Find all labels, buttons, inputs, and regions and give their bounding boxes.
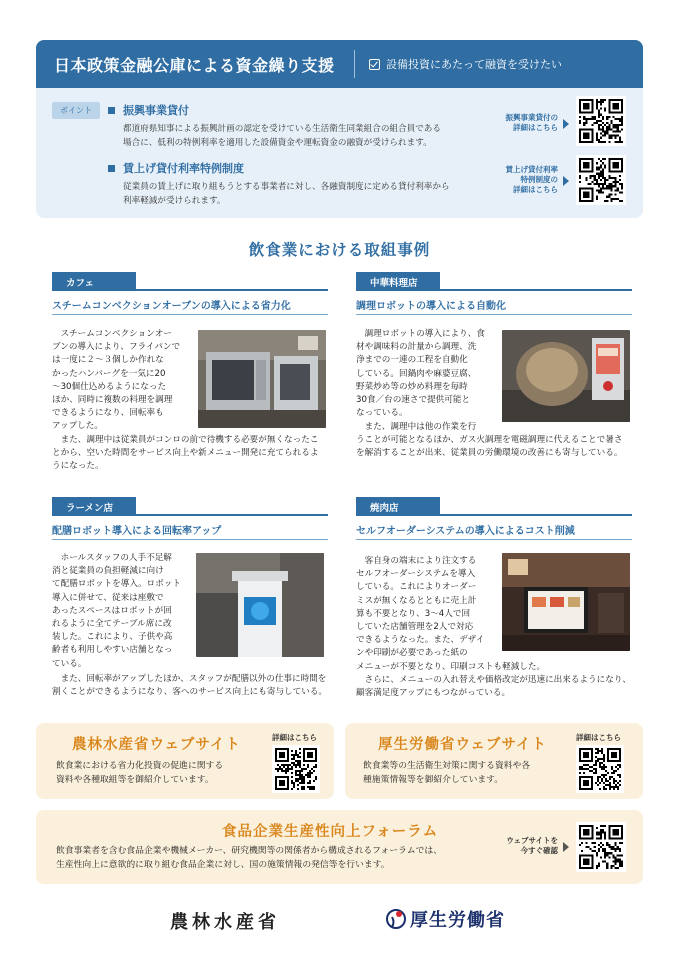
mhlw-logo-text: 厚生労働省 — [410, 910, 505, 931]
maff-website-box — [36, 723, 334, 799]
point-badge: ポイント — [52, 102, 100, 119]
loan-desc-line: 従業員の賃上げに取り組もうとする事業者に対し、各融資制度に定める貸付利率から — [123, 182, 450, 192]
case-title: セルフオーダーシステムの導入によるコスト削減 — [356, 526, 575, 537]
divider — [52, 289, 328, 291]
shinko-detail-link[interactable]: 振興事業貸付の 詳細はこちら — [505, 113, 558, 132]
loan-desc-line: 場合に、低利の特例利率を適用した設備資金や運転資金の融資が受けられます。 — [123, 138, 432, 148]
case-chinese — [356, 272, 632, 472]
case-tag: カフェ — [52, 272, 136, 290]
loan-desc-line: 利率軽減が受けられます。 — [123, 196, 226, 206]
divider — [356, 539, 632, 540]
mhlw-logo-mark-icon — [386, 908, 406, 930]
finance-tag — [355, 56, 562, 72]
forum-box — [36, 810, 643, 884]
mhlw-website-title: 厚生労働省ウェブサイト — [378, 737, 547, 753]
maff-logo: 農林水産省 — [170, 912, 280, 933]
case-title: 配膳ロボット導入による回転率アップ — [52, 526, 222, 537]
detail-link-label[interactable]: 詳細はこちら — [272, 733, 317, 742]
serving-robot-photo — [196, 553, 324, 657]
finance-tag-label: 設備投資にあたって融資を受けたい — [386, 58, 562, 71]
detail-link-label[interactable]: 詳細はこちら — [576, 733, 621, 742]
mhlw-logo — [386, 906, 505, 932]
divider — [52, 314, 328, 315]
square-bullet-icon — [108, 107, 115, 114]
case-ramen — [52, 497, 328, 727]
divider — [52, 514, 328, 516]
arrow-right-icon — [563, 842, 569, 852]
self-order-photo — [502, 553, 630, 651]
finance-support-box — [36, 40, 643, 218]
loan-item-chinage — [108, 160, 488, 208]
forum-website-link[interactable]: ウェブサイトを 今すぐ確認 — [506, 836, 558, 855]
loan-description — [108, 180, 488, 208]
case-text: ホールスタッフの人手不足解 消と従業員の負担軽減に向け て配膳ロボットを導入。ロボット 導入に併せて、従来は座敷で あったスペースはロボットが回 れるように全てテーブル席に改 装した。これにより、子供や高 齢者も利用しやすい店舗となっ ている。 — [52, 553, 181, 669]
qr-code-icon[interactable] — [576, 822, 626, 872]
mhlw-website-box — [345, 723, 643, 799]
finance-header — [36, 40, 643, 88]
case-text-full: また、調理中は他の作業を行 うことが可能となるほか、ガス火調理を電磁調理に代えることで暑さ を解消することが出来、従業員の労働環境の改善にも寄与している。 — [356, 422, 623, 459]
section-title: 飲食業における取組事例 — [248, 241, 431, 259]
qr-code-icon[interactable] — [576, 745, 624, 793]
loan-title: 振興事業貸付 — [123, 104, 189, 117]
divider — [356, 514, 632, 516]
arrow-right-icon — [563, 119, 569, 129]
divider — [52, 539, 328, 540]
divider — [356, 289, 632, 291]
finance-title: 日本政策金融公庫による資金繰り支援 — [54, 55, 335, 75]
case-tag: ラーメン店 — [52, 497, 136, 515]
case-title: 調理ロボットの導入による自動化 — [356, 301, 506, 312]
mhlw-website-desc: 飲食業等の生活衛生対策に関する資料や各 種施策情報等を御紹介しています。 — [363, 761, 531, 785]
case-text: 調理ロボットの導入により、食 材や調味料の計量から調理、洗 浄までの一連の工程を自動化 している。回鍋肉や麻婆豆腐、 野菜炒め等の炒め料理を毎時 30食／台の速さで提供可能と なっている。 — [356, 329, 485, 419]
case-text-full: また、調理中は従業員がコンロの前で待機する必要が無くなったこ とから、空いた時間をサービス向上や新メニュー開発に充てられるよ うになった。 — [52, 435, 319, 472]
checkbox-icon — [369, 59, 380, 70]
loan-item-shinko — [108, 102, 488, 150]
qr-code-icon[interactable] — [576, 155, 626, 205]
qr-code-icon[interactable] — [576, 96, 626, 146]
case-tag: 中華料理店 — [356, 272, 440, 290]
maff-website-title: 農林水産省ウェブサイト — [72, 737, 241, 753]
maff-website-desc: 飲食業における省力化投資の促進に関する 資料や各種取組等を御紹介しています。 — [56, 761, 224, 785]
case-text: スチームコンベクションオー ブンの導入により、フライパンで は一度に２～３個しか作れな かったハンバーグを一気に20 ～30個仕込めるようになった ほか、同時に複数の料理を調理 できるようになり、回転率も アップした。 — [52, 329, 181, 432]
case-tag: 焼肉店 — [356, 497, 440, 515]
case-yakiniku — [356, 497, 632, 727]
cooking-robot-photo — [502, 330, 630, 422]
divider — [356, 314, 632, 315]
case-text-full: さらに、メニューの入れ替えや価格改定が迅速に出来るようになり、 顧客満足度アップにもつながっている。 — [356, 675, 632, 699]
case-title: スチームコンベクションオーブンの導入による省力化 — [52, 301, 291, 312]
arrow-right-icon — [563, 176, 569, 186]
case-cafe — [52, 272, 328, 472]
loan-description — [108, 122, 488, 150]
forum-title: 食品企業生産性向上フォーラム — [222, 824, 439, 840]
forum-desc: 飲食事業者を含む食品企業や機械メーカー、研究機関等の関係者から構成されるフォーラムでは、 生産性向上に意欲的に取り組む食品企業に対し、国の施策情報の発信等を行います。 — [56, 846, 443, 870]
case-text-full: また、回転率がアップしたほか、スタッフが配膳以外の仕事に時間を 割くことができるようになり、客へのサービス向上にも寄与している。 — [52, 674, 328, 698]
loan-title: 賃上げ貸付利率特例制度 — [123, 162, 244, 175]
square-bullet-icon — [108, 165, 115, 172]
qr-code-icon[interactable] — [272, 745, 320, 793]
oven-photo — [198, 330, 326, 428]
chinage-detail-link[interactable]: 賃上げ貸付利率 特例制度の 詳細はこちら — [505, 165, 558, 194]
loan-desc-line: 都道府県知事による振興計画の認定を受けている生活衛生同業組合の組合員である — [123, 124, 441, 134]
case-text: 客自身の端末により注文する セルフオーダーシステムを導入 している。これによりオーダー ミスが無くなるとともに売上計 算も不要となり、3～4人で回 していた店舗管理を2人で対応 できるようなった。また、デザイ ンや印刷が必要であった紙の メニューが不要となり、印刷コストも軽減した。 — [356, 556, 546, 672]
